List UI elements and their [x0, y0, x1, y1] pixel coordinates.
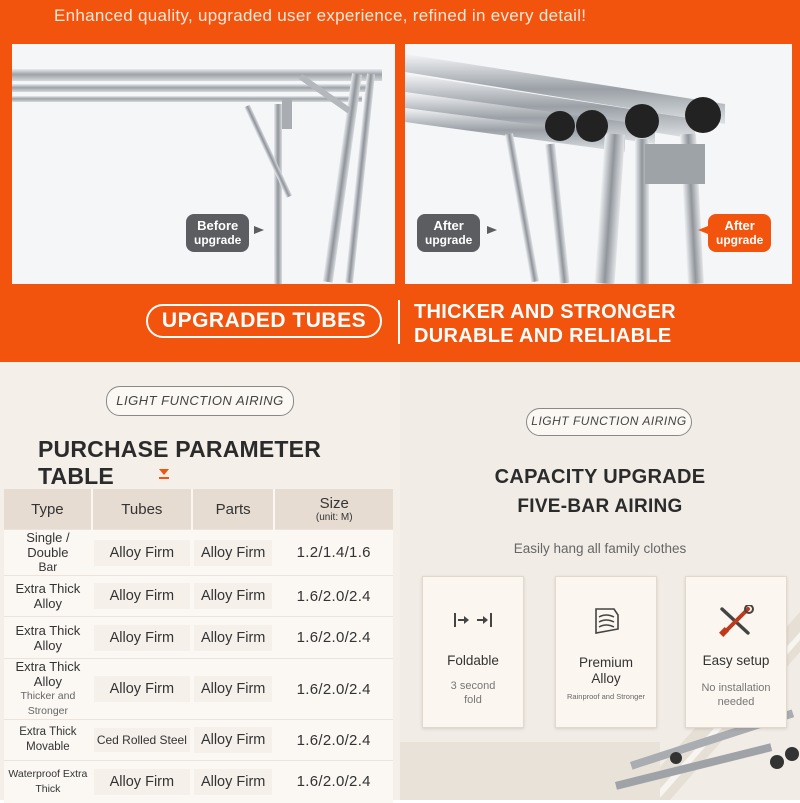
cell-type: Single / Double Bar — [4, 530, 92, 576]
before-upgrade-photo — [12, 44, 395, 284]
header-type: Type — [4, 489, 92, 530]
cell-parts: Alloy Firm — [192, 720, 275, 761]
table-header-row — [4, 489, 393, 530]
feature-title: Easy setup — [702, 653, 770, 668]
slogan-line-1: THICKER AND STRONGER — [414, 301, 676, 323]
after-upgrade-label-orange: After upgrade — [708, 214, 771, 252]
before-upgrade-label: Before upgrade — [186, 214, 249, 252]
down-arrow-icon — [157, 466, 171, 480]
light-function-chip: LIGHT FUNCTION AIRING — [526, 408, 692, 436]
cell-tubes: Alloy Firm — [92, 617, 192, 659]
tools-icon — [686, 605, 786, 637]
cell-size: 1.6/2.0/2.4 — [274, 761, 393, 803]
cell-type: Extra Thick Alloy Thicker and Stronger — [4, 659, 92, 720]
feature-card-premium-alloy — [555, 576, 657, 728]
table-row — [4, 659, 393, 720]
parameter-table-title: PURCHASE PARAMETER TABLE — [38, 436, 322, 489]
table-row — [4, 720, 393, 761]
feature-desc: Rainproof and Stronger — [567, 692, 645, 701]
feature-title-line1: Premium — [578, 655, 633, 670]
cell-size: 1.6/2.0/2.4 — [274, 659, 393, 720]
banner-tagline: Enhanced quality, upgraded user experience, refined in every detail! — [54, 6, 587, 25]
slogan-divider — [398, 300, 400, 344]
cell-parts: Alloy Firm — [192, 530, 275, 576]
feature-desc-line1: 3 second — [450, 680, 496, 692]
cell-type: Extra Thick Alloy — [4, 617, 92, 659]
feature-desc-line1: No installation — [701, 682, 771, 694]
cell-tubes: Alloy Firm — [92, 659, 192, 720]
pointer-arrow-icon — [254, 224, 266, 236]
cell-size: 1.6/2.0/2.4 — [274, 576, 393, 617]
five-bar-title: FIVE-BAR AIRING — [517, 496, 683, 517]
table-row — [4, 576, 393, 617]
capacity-title: CAPACITY UPGRADE — [494, 466, 706, 488]
cell-tubes: Alloy Firm — [92, 761, 192, 803]
fold-arrows-icon — [423, 605, 523, 637]
feature-desc-line2: needed — [717, 696, 755, 708]
cell-size: 1.2/1.4/1.6 — [274, 530, 393, 576]
cell-tubes: Ced Rolled Steel — [92, 720, 192, 761]
table-row — [4, 530, 393, 576]
light-function-chip: LIGHT FUNCTION AIRING — [106, 386, 294, 416]
shield-layers-icon — [556, 605, 656, 637]
header-parts: Parts — [192, 489, 275, 530]
cell-parts: Alloy Firm — [192, 617, 275, 659]
cell-parts: Alloy Firm — [192, 761, 275, 803]
cell-type: Extra Thick Alloy — [4, 576, 92, 617]
parameter-table — [4, 489, 393, 803]
upgraded-tubes-badge: UPGRADED TUBES — [146, 304, 382, 338]
table-row — [4, 761, 393, 803]
after-upgrade-label: After upgrade — [417, 214, 480, 252]
parameter-table-panel — [0, 362, 400, 800]
feature-title: Foldable — [447, 653, 499, 668]
cell-tubes: Alloy Firm — [92, 530, 192, 576]
cell-type: Waterproof Extra Thick — [4, 761, 92, 803]
cell-tubes: Alloy Firm — [92, 576, 192, 617]
table-row — [4, 617, 393, 659]
cell-size: 1.6/2.0/2.4 — [274, 720, 393, 761]
pointer-arrow-icon — [487, 224, 499, 236]
slogan-line-2: DURABLE AND RELIABLE — [414, 325, 672, 347]
header-tubes: Tubes — [92, 489, 192, 530]
upgrade-banner — [0, 0, 800, 362]
cell-size: 1.6/2.0/2.4 — [274, 617, 393, 659]
feature-card-easy-setup — [685, 576, 787, 728]
capacity-subtitle: Easily hang all family clothes — [513, 541, 687, 556]
cell-parts: Alloy Firm — [192, 576, 275, 617]
feature-title-line2: Alloy — [591, 671, 621, 686]
feature-card-foldable — [422, 576, 524, 728]
cell-parts: Alloy Firm — [192, 659, 275, 720]
cell-type: Extra Thick Movable — [4, 720, 92, 761]
capacity-panel — [400, 362, 800, 800]
feature-desc-line2: fold — [464, 694, 482, 706]
after-upgrade-photo — [405, 44, 792, 284]
header-size: Size (unit: M) — [274, 489, 393, 530]
